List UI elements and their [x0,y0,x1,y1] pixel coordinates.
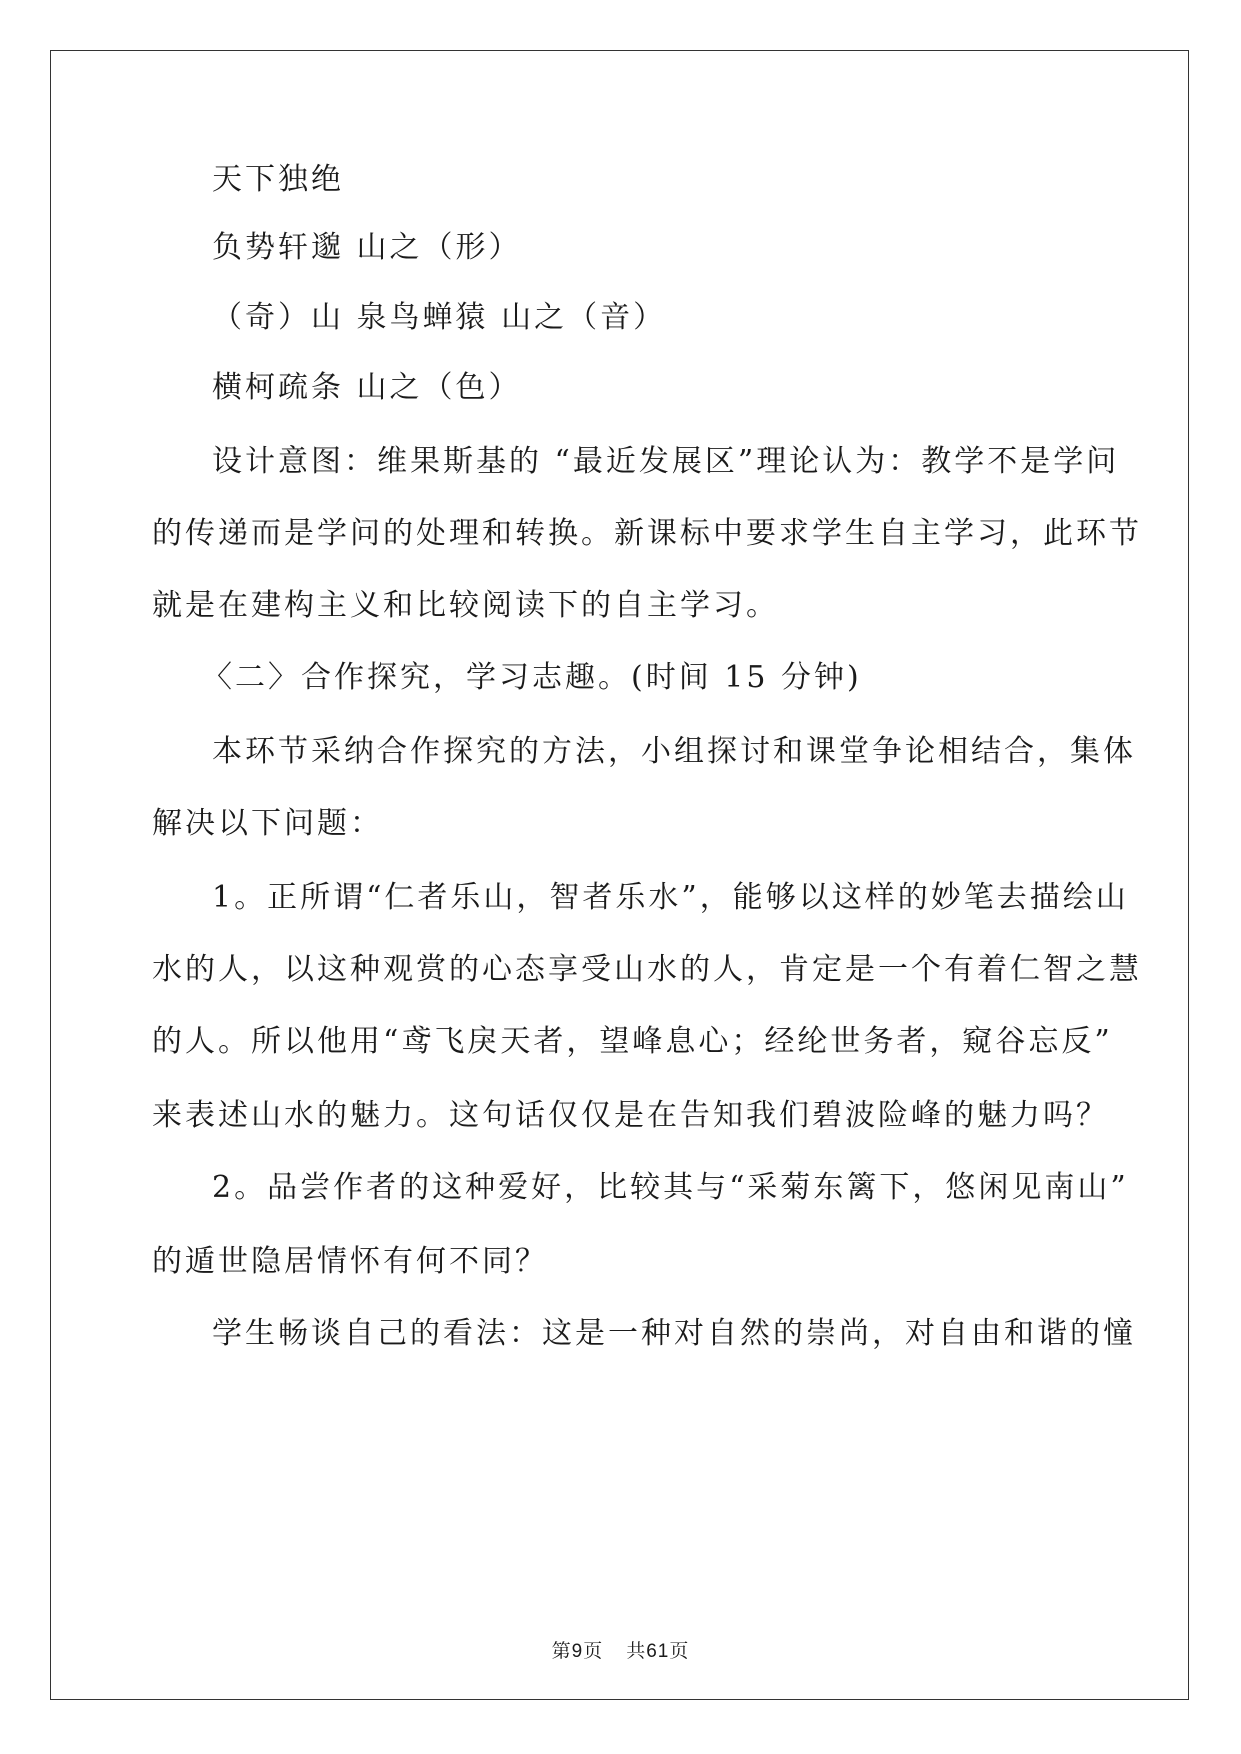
text-line: 天下独绝 [212,162,344,197]
text-line: （奇）山 泉鸟蝉猿 山之（音） [212,300,667,335]
text-line: 的传递而是学问的处理和转换。新课标中要求学生自主学习，此环节 [152,516,1142,551]
page-label-suffix: 页 [583,1641,604,1662]
text-line: 1。正所谓“仁者乐山，智者乐水”，能够以这样的妙笔去描绘山 [212,880,1129,915]
page-label-prefix: 第 [551,1641,572,1662]
section-heading: 〈二〉合作探究，学习志趣。(时间 15 分钟) [202,660,862,695]
text-line: 2。品尝作者的这种爱好，比较其与“采菊东篱下，悠闲见南山” [212,1170,1129,1205]
text-line: 水的人，以这种观赏的心态享受山水的人，肯定是一个有着仁智之慧 [152,952,1142,987]
text-line: 负势轩邈 山之（形） [212,230,522,265]
text-line: 的人。所以他用“鸢飞戾天者，望峰息心；经纶世务者，窥谷忘反” [152,1024,1113,1059]
text-line: 就是在建构主义和比较阅读下的自主学习。 [152,588,779,623]
text-line: 学生畅谈自己的看法：这是一种对自然的崇尚，对自由和谐的憧 [212,1316,1136,1351]
total-pages: 61 [646,1641,670,1662]
total-suffix: 页 [669,1641,690,1662]
text-line: 本环节采纳合作探究的方法，小组探讨和课堂争论相结合，集体 [212,734,1136,769]
text-line: 的遁世隐居情怀有何不同？ [152,1244,548,1279]
text-line: 设计意图：维果斯基的 “最近发展区”理论认为：教学不是学问 [212,444,1120,479]
page-number: 9 [571,1641,584,1662]
text-line: 来表述山水的魅力。这句话仅仅是在告知我们碧波险峰的魅力吗？ [152,1098,1109,1133]
page-footer [0,1636,1241,1663]
text-line: 横柯疏条 山之（色） [212,370,522,405]
text-line: 解决以下问题： [152,806,383,841]
total-prefix: 共 [626,1641,647,1662]
